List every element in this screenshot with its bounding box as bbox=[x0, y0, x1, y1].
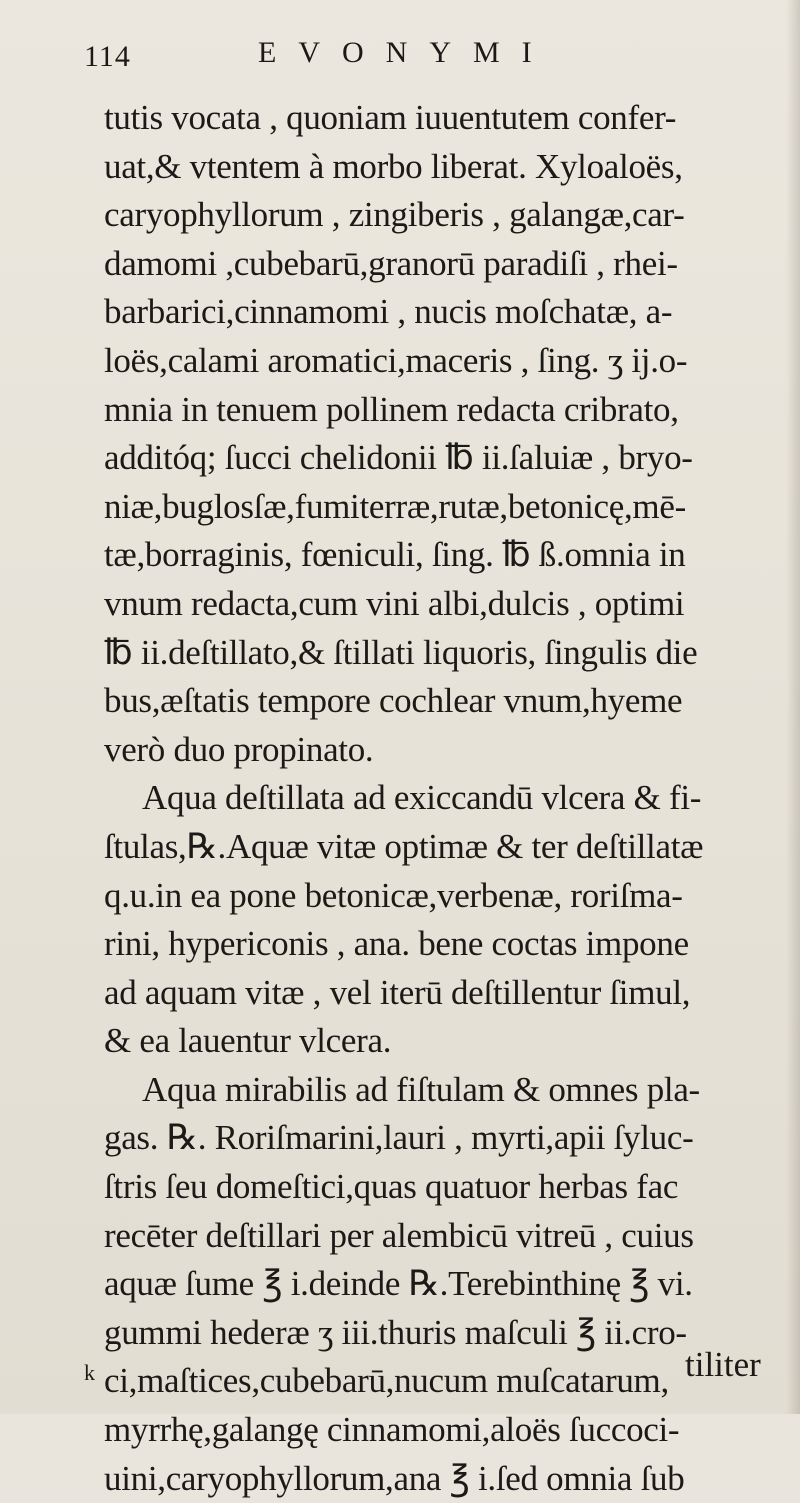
text-line: rini, hypericonis , ana. bene coctas impone bbox=[104, 924, 689, 964]
text-line: ci,maſtices,cubebarū,nucum muſcatarum, bbox=[104, 1361, 669, 1401]
text-line: additóq; ſucci chelidonii ℔ ii.ſaluiæ , bryo- bbox=[104, 438, 693, 478]
text-line: gas. ℞. Roriſmarini,lauri , myrti,apii ſyluc- bbox=[104, 1118, 694, 1158]
text-line: myrrhę,galangę cinnamomi,aloës ſuccoci- bbox=[104, 1410, 680, 1450]
paragraph-start-line: Aqua mirabilis ad fiſtulam & omnes pla- bbox=[142, 1069, 700, 1109]
text-line: niæ,buglosſæ,fumiterræ,rutæ,betonicę,mē- bbox=[104, 486, 686, 526]
signature-mark: k bbox=[84, 1360, 95, 1385]
text-line: verò duo propinato. bbox=[104, 729, 374, 769]
text-line: aquæ ſume ℥ i.deinde ℞.Terebinthinę ℥ vi. bbox=[104, 1264, 693, 1304]
text-line: uini,caryophyllorum,ana ℥ i.ſed omnia ſub bbox=[104, 1458, 685, 1498]
running-head: EVONYMI bbox=[258, 36, 554, 69]
body-text bbox=[104, 94, 794, 1503]
text-line: barbarici,cinnamomi , nucis moſchatæ, a- bbox=[104, 292, 673, 332]
text-line: recēter deſtillari per alembicū vitreū , cuius bbox=[104, 1215, 694, 1255]
text-line: mnia in tenuem pollinem redacta cribrato, bbox=[104, 389, 679, 429]
text-line: ℔ ii.deſtillato,& ſtillati liquoris, ſingulis die bbox=[104, 632, 698, 672]
text-line: uat,& vtentem à morbo liberat. Xyloaloës, bbox=[104, 146, 683, 186]
page-edge-shadow bbox=[786, 0, 800, 1414]
page-number: 114 bbox=[84, 40, 131, 73]
text-line: ad aquam vitæ , vel iterū deſtillentur ſimul, bbox=[104, 972, 691, 1012]
text-line: caryophyllorum , zingiberis , galangæ,car- bbox=[104, 195, 685, 235]
text-line: loës,calami aromatici,maceris , ſing. ʒ ij.o- bbox=[104, 340, 688, 380]
text-line: damomi ,cubebarū,granorū paradiſi , rhei- bbox=[104, 243, 678, 283]
text-line: vnum redacta,cum vini albi,dulcis , optimi bbox=[104, 583, 685, 623]
paragraph-start-line: Aqua deſtillata ad exiccandū vlcera & fi- bbox=[142, 778, 702, 818]
text-line: ſtris ſeu domeſtici,quas quatuor herbas fac bbox=[104, 1167, 679, 1207]
text-line: ſtulas,℞.Aquæ vitæ optimæ & ter deſtillatæ bbox=[104, 826, 704, 866]
catchword: tiliter bbox=[685, 1345, 761, 1384]
text-line: tutis vocata , quoniam iuuentutem confer- bbox=[104, 98, 677, 137]
text-line: tæ,borraginis, fœniculi, ſing. ℔ ß.omnia in bbox=[104, 535, 686, 575]
text-line: gummi hederæ ʒ iii.thuris maſculi ℥ ii.cro- bbox=[104, 1312, 687, 1352]
text-line: & ea lauentur vlcera. bbox=[104, 1021, 392, 1061]
text-line: bus,æſtatis tempore cochlear vnum,hyeme bbox=[104, 681, 683, 721]
text-line: q.u.in ea pone betonicæ,verbenæ, roriſma- bbox=[104, 875, 683, 915]
